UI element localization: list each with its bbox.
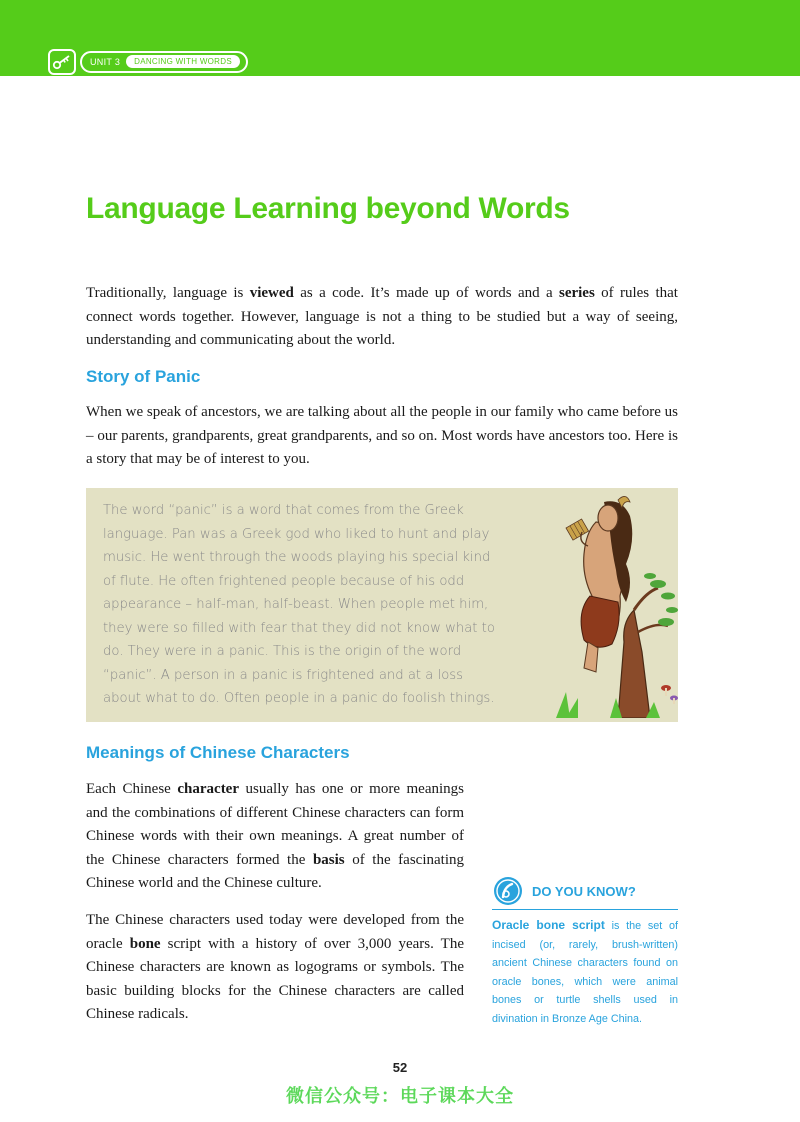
p2-text-1: The Chinese characters used today were developed from the oracle: [86, 912, 464, 952]
p2-bold-bone: bone: [129, 935, 161, 952]
did-you-know-icon: [492, 875, 524, 907]
intro-text-2: as a code. It’s made up of words and a: [293, 285, 559, 301]
unit-title: DANCING WITH WORDS: [126, 55, 240, 68]
intro-bold-series: series: [558, 285, 595, 301]
section-heading-story-of-panic: Story of Panic: [86, 367, 201, 386]
p1-bold-character: character: [177, 781, 240, 797]
did-you-know-text: is the set of incised (or, rarely, brush-written) ancient Chinese characters found on oracle bones, which were animal bones or turtle shells used in divination in Bronze Age China.: [492, 920, 678, 1025]
did-you-know-header: [492, 873, 678, 910]
intro-text-3: of rules that connect words together. However, language is not a thing to be studied but a way of seeing, understanding and communicating about the world.: [86, 285, 678, 348]
p1-bold-basis: basis: [312, 851, 345, 868]
ancestors-paragraph: When we speak of ancestors, we are talking about all the people in our family who came before us – our parents, grandparents, great grandparents, and so on. Most words have ancestors too. Here is a story that may be of interest to you.: [86, 404, 678, 467]
p1-text-2: usually has one or more meanings and the combinations of different Chinese characters can form Chinese words with their own meanings. A great number of the Chinese characters formed the: [86, 781, 464, 868]
page-title: Language Learning beyond Words: [86, 192, 570, 225]
unit-tag: [48, 49, 248, 74]
header-bar: [0, 0, 800, 76]
watermark: 微信公众号：电子课本大全: [286, 1086, 514, 1107]
chinese-characters-paragraph-1: [86, 778, 464, 896]
unit-pill: [80, 51, 248, 73]
did-you-know-body: [492, 916, 678, 1029]
p1-text-3: of the fascinating Chinese world and the Chinese culture.: [86, 851, 464, 891]
intro-paragraph: [86, 282, 678, 353]
unit-label: UNIT 3: [90, 56, 121, 67]
oracle-bone-term: Oracle bone script: [492, 918, 605, 932]
p1-text-1: Each Chinese: [86, 781, 178, 797]
intro-bold-viewed: viewed: [249, 285, 294, 301]
story-text: The word “panic” is a word that comes from the Greek language. Pan was a Greek god who liked to hunt and play music. He went through the woods playing his special kind of flute. He often frightened people because of his odd appearance – half-man, half-beast. When people met him, they were so filled with fear that they did not know what to do. They were in a panic. This is the origin of the word “panic”. A person in a panic is frightened and at a loss about what to do. Often people in a panic do foolish things.: [103, 503, 495, 706]
p2-text-2: script with a history of over 3,000 years. The Chinese characters are known as logograms or symbols. The basic building blocks for the Chinese characters are called Chinese radicals.: [86, 935, 465, 1022]
pan-illustration: [526, 492, 678, 718]
page-number: 52: [392, 1060, 408, 1075]
story-box: [86, 488, 678, 722]
intro-text-1: Traditionally, language is: [86, 285, 250, 301]
did-you-know-box: [492, 873, 678, 1029]
section-heading-chinese-characters: Meanings of Chinese Characters: [86, 743, 350, 762]
chinese-characters-paragraph-2: [86, 909, 464, 1027]
did-you-know-title: DO YOU KNOW?: [532, 883, 636, 899]
key-icon: [48, 49, 76, 75]
